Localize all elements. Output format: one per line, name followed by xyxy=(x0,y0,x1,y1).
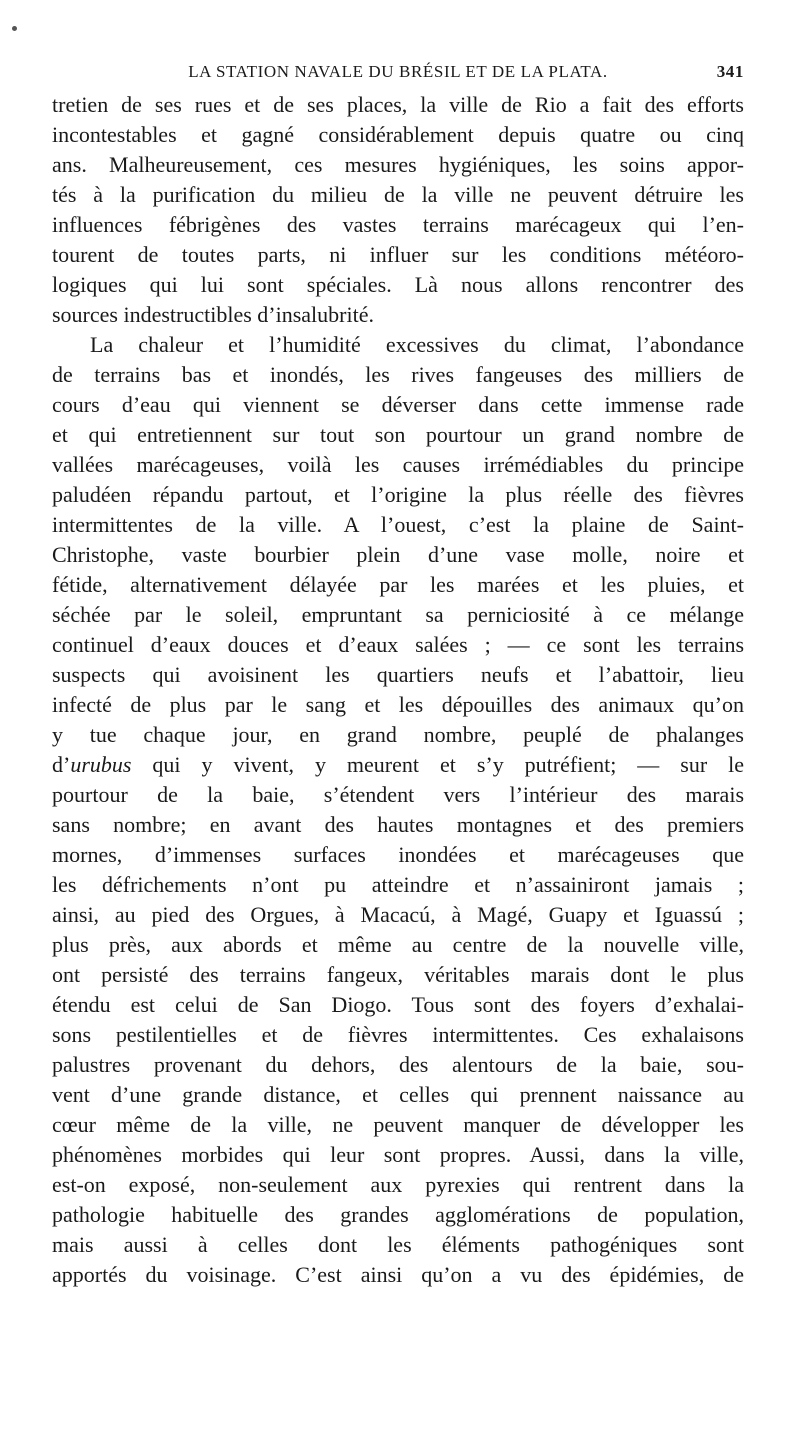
text-line: continuel d’eaux douces et d’eaux salées ; — ce sont les terrains xyxy=(52,632,744,657)
text-line-start: d’ xyxy=(52,752,71,777)
text-line: séchée par le soleil, empruntant sa perniciosité à ce mélange xyxy=(52,602,744,627)
text-line: plus près, aux abords et même au centre de la nouvelle ville, xyxy=(52,932,744,957)
text-line: infecté de plus par le sang et les dépouilles des animaux qu’on xyxy=(52,692,744,717)
text-line: tourent de toutes parts, ni influer sur les conditions météoro- xyxy=(52,242,744,267)
text-line: fétide, alternativement délayée par les marées et les pluies, et xyxy=(52,572,744,597)
text-line xyxy=(52,750,744,780)
text-line: ans. Malheureusement, ces mesures hygiéniques, les soins appor- xyxy=(52,152,744,177)
text-line: sans nombre; en avant des hautes montagnes et des premiers xyxy=(52,812,744,837)
text-line: apportés du voisinage. C’est ainsi qu’on a vu des épidémies, de xyxy=(52,1262,744,1287)
text-line: logiques qui lui sont spéciales. Là nous allons rencontrer des xyxy=(52,272,744,297)
margin-speck xyxy=(12,26,17,31)
text-line: palustres provenant du dehors, des alentours de la baie, sou- xyxy=(52,1052,744,1077)
text-line-rest: qui y vivent, y meurent et s’y putréfient; — sur le xyxy=(131,752,744,777)
text-line: et qui entretiennent sur tout son pourtour un grand nombre de xyxy=(52,422,744,447)
text-line: cours d’eau qui viennent se déverser dans cette immense rade xyxy=(52,392,744,417)
text-line: mais aussi à celles dont les éléments pathogéniques sont xyxy=(52,1232,744,1257)
text-line: cœur même de la ville, ne peuvent manquer de développer les xyxy=(52,1112,744,1137)
text-line: pathologie habituelle des grandes agglomérations de population, xyxy=(52,1202,744,1227)
text-line: ont persisté des terrains fangeux, véritables marais dont le plus xyxy=(52,962,744,987)
text-line: sons pestilentielles et de fièvres intermittentes. Ces exhalaisons xyxy=(52,1022,744,1047)
text-line: paludéen répandu partout, et l’origine la plus réelle des fièvres xyxy=(52,482,744,507)
text-line: tretien de ses rues et de ses places, la ville de Rio a fait des efforts xyxy=(52,92,744,117)
text-line: pourtour de la baie, s’étendent vers l’intérieur des marais xyxy=(52,782,744,807)
text-line: incontestables et gagné considérablement depuis quatre ou cinq xyxy=(52,122,744,147)
text-line: de terrains bas et inondés, les rives fangeuses des milliers de xyxy=(52,362,744,387)
running-head xyxy=(52,62,744,88)
text-line: La chaleur et l’humidité excessives du climat, l’abondance xyxy=(90,332,744,357)
text-line: étendu est celui de San Diogo. Tous sont des foyers d’exhalai- xyxy=(52,992,744,1017)
text-line: intermittentes de la ville. A l’ouest, c’est la plaine de Saint- xyxy=(52,512,744,537)
text-line: vent d’une grande distance, et celles qui prennent naissance au xyxy=(52,1082,744,1107)
text-line: les défrichements n’ont pu atteindre et n’assainiront jamais ; xyxy=(52,872,744,897)
text-line: y tue chaque jour, en grand nombre, peuplé de phalanges xyxy=(52,722,744,747)
text-line: suspects qui avoisinent les quartiers neufs et l’abattoir, lieu xyxy=(52,662,744,687)
text-line: influences fébrigènes des vastes terrains marécageux qui l’en- xyxy=(52,212,744,237)
text-line: vallées marécageuses, voilà les causes irrémédiables du principe xyxy=(52,452,744,477)
text-line: ainsi, au pied des Orgues, à Macacú, à Magé, Guapy et Iguassú ; xyxy=(52,902,744,927)
text-line: est-on exposé, non-seulement aux pyrexies qui rentrent dans la xyxy=(52,1172,744,1197)
page-number: 341 xyxy=(716,62,744,81)
text-line: phénomènes morbides qui leur sont propres. Aussi, dans la ville, xyxy=(52,1142,744,1167)
body-text xyxy=(52,90,744,1290)
italic-term: urubus xyxy=(70,752,132,777)
text-line: mornes, d’immenses surfaces inondées et marécageuses que xyxy=(52,842,744,867)
text-line: sources indestructibles d’insalubrité. xyxy=(52,302,374,327)
text-line: Christophe, vaste bourbier plein d’une vase molle, noire et xyxy=(52,542,744,567)
text-line: tés à la purification du milieu de la ville ne peuvent détruire les xyxy=(52,182,744,207)
running-title: LA STATION NAVALE DU BRÉSIL ET DE LA PLATA. xyxy=(188,62,608,81)
